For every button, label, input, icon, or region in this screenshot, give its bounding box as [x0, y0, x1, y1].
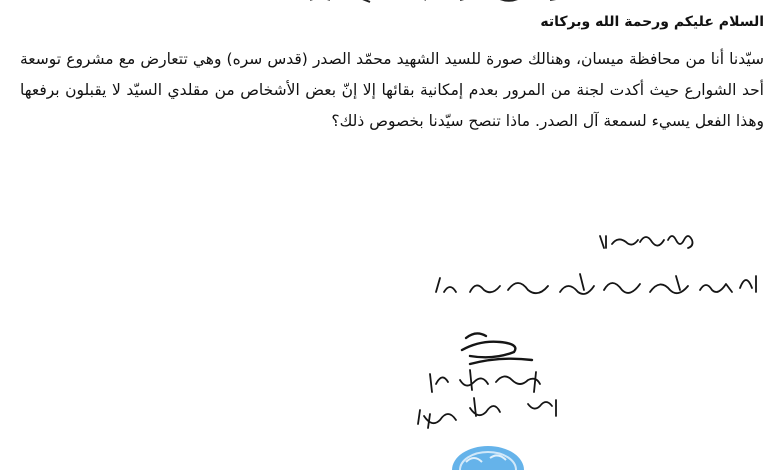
handwriting-line-1	[600, 236, 693, 248]
letter-greeting: السلام عليكم ورحمة الله وبركاته	[540, 14, 764, 30]
handwriting-date	[418, 398, 556, 428]
handwriting-signature-name	[430, 370, 540, 392]
question-text: سيّدنا أنا من محافظة ميسان، وهنالك صورة للسيد الشهيد محمّد الصدر (قدس سره) وهي تتعارض مع مشروع توسعة أحد الشوارع حيث أكدت لجنة من المرور بعدم إمكانية بقائها إلا إنّ بعض الأشخاص من مقلدي السيّد لا يقبلون برفعها وهذا الفعل يسيء لسمعة آل الصدر. ماذا تنصح سيّدنا بخصوص ذلك؟	[20, 50, 764, 130]
signature-flourish	[462, 333, 532, 364]
handwriting-line-2	[436, 274, 756, 294]
seal-stamp	[448, 440, 528, 470]
